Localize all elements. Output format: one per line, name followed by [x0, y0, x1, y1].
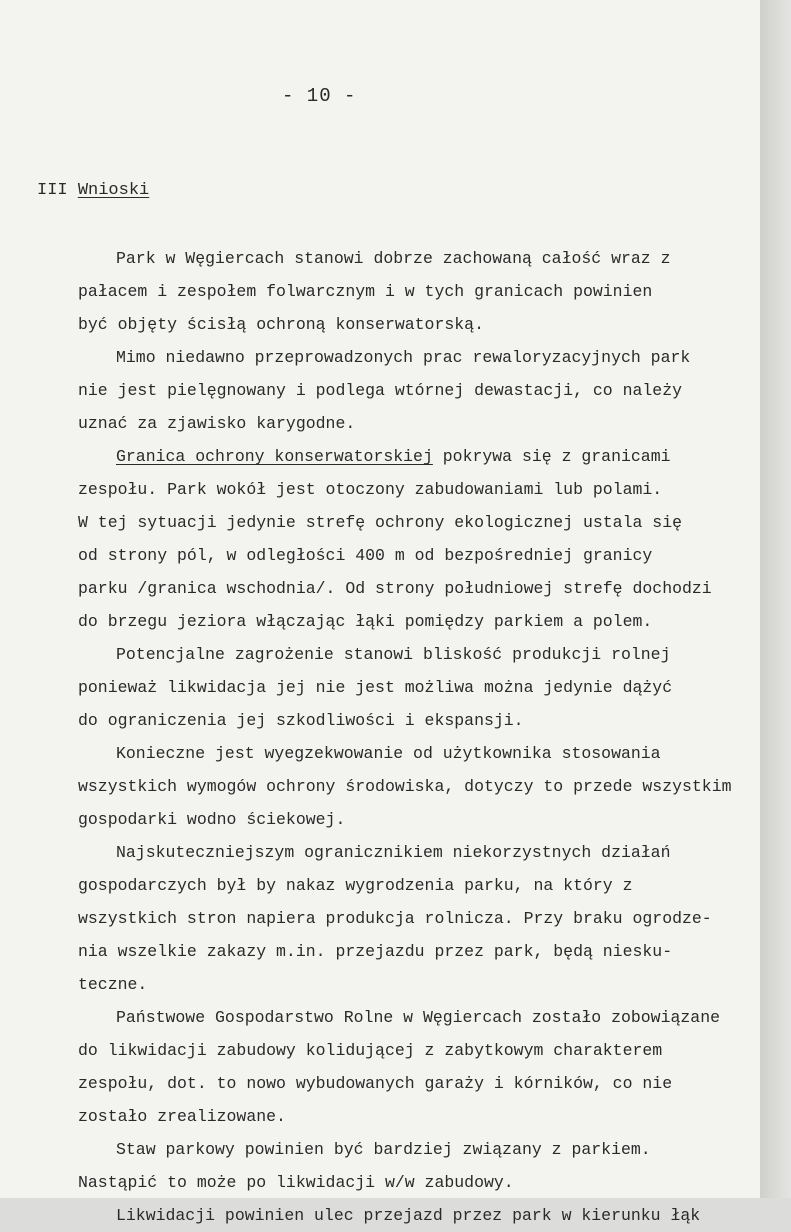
- text-line: Najskuteczniejszym ogranicznikiem niekorzystnych działań: [116, 843, 671, 862]
- text-line: Park w Węgiercach stanowi dobrze zachowaną całość wraz z: [116, 249, 671, 268]
- text-line: ponieważ likwidacja jej nie jest możliwa można jedynie dążyć: [78, 678, 673, 697]
- text-line: do likwidacji zabudowy kolidującej z zabytkowym charakterem: [78, 1041, 663, 1060]
- text-line: gospodarki wodno ściekowej.: [78, 810, 346, 829]
- text-fragment: pokrywa się z granicami: [432, 447, 671, 466]
- text-line: uznać za zjawisko karygodne.: [78, 414, 356, 433]
- text-line: W tej sytuacji jedynie strefę ochrony ekologicznej ustala się: [78, 513, 682, 532]
- text-line: nia wszelkie zakazy m.in. przejazdu przez park, będą niesku-: [78, 942, 673, 961]
- text-line: nie jest pielęgnowany i podlega wtórnej dewastacji, co należy: [78, 381, 682, 400]
- text-line: Nastąpić to może po likwidacji w/w zabudowy.: [78, 1173, 514, 1192]
- page-number: - 10 -: [282, 85, 357, 107]
- text-line: zostało zrealizowane.: [78, 1107, 286, 1126]
- text-line: parku /granica wschodnia/. Od strony południowej strefę dochodzi: [78, 579, 712, 598]
- text-line: Likwidacji powinien ulec przejazd przez park w kierunku łąk: [116, 1206, 701, 1225]
- section-title: Wnioski: [77, 181, 150, 200]
- text-line: wszystkich stron napiera produkcja rolnicza. Przy braku ogrodze-: [78, 909, 712, 928]
- text-line: Mimo niedawno przeprowadzonych prac rewaloryzacyjnych park: [116, 348, 691, 367]
- text-line: [78, 440, 746, 473]
- section-heading: [37, 181, 173, 200]
- text-line: Państwowe Gospodarstwo Rolne w Węgiercach zostało zobowiązane: [116, 1008, 720, 1027]
- text-line: Potencjalne zagrożenie stanowi bliskość produkcji rolnej: [116, 645, 671, 664]
- text-line: do brzegu jeziora włączając łąki pomiędzy parkiem a polem.: [78, 612, 653, 631]
- text-line: zespołu. Park wokół jest otoczony zabudowaniami lub polami.: [78, 480, 663, 499]
- underlined-phrase: Granica ochrony konserwatorskiej: [116, 447, 433, 466]
- section-numeral: III: [37, 181, 68, 200]
- text-line: teczne.: [78, 975, 148, 994]
- body-text: [78, 242, 746, 1232]
- text-line: Konieczne jest wyegzekwowanie od użytkownika stosowania: [116, 744, 661, 763]
- text-line: Staw parkowy powinien być bardziej związany z parkiem.: [116, 1140, 651, 1159]
- text-line: od strony pól, w odległości 400 m od bezpośredniej granicy: [78, 546, 653, 565]
- text-line: być objęty ścisłą ochroną konserwatorską.: [78, 315, 484, 334]
- text-line: pałacem i zespołem folwarcznym i w tych granicach powinien: [78, 282, 653, 301]
- text-line: wszystkich wymogów ochrony środowiska, dotyczy to przede wszystkim: [78, 777, 732, 796]
- text-line: do ograniczenia jej szkodliwości i ekspansji.: [78, 711, 524, 730]
- text-line: zespołu, dot. to nowo wybudowanych garaży i kórników, co nie: [78, 1074, 673, 1093]
- text-line: gospodarczych był by nakaz wygrodzenia parku, na który z: [78, 876, 633, 895]
- page-edge: [760, 0, 791, 1198]
